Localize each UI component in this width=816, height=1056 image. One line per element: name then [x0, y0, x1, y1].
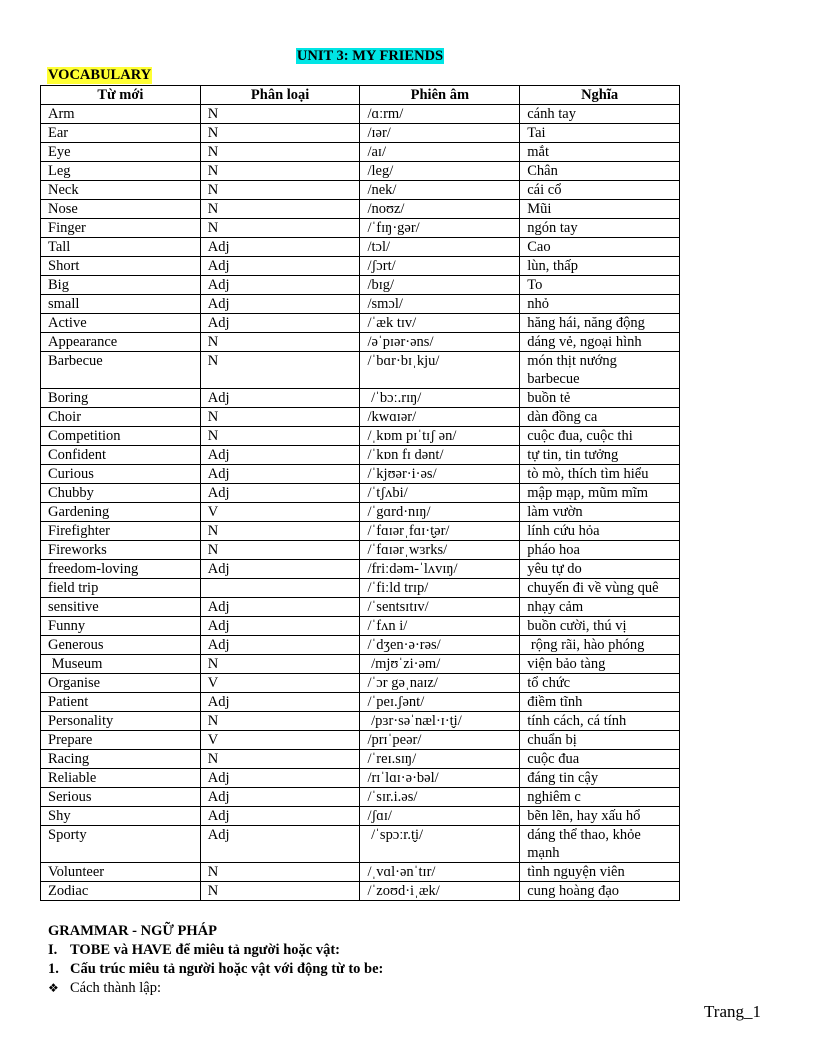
cell-phonetic: /ˈtʃʌbi/ — [360, 484, 520, 503]
header-phonetic: Phiên âm — [360, 86, 520, 105]
cell-word: Firefighter — [41, 522, 201, 541]
cell-type: N — [200, 750, 360, 769]
table-row — [41, 389, 680, 408]
diamond-bullet-icon: ❖ — [48, 981, 59, 995]
cell-meaning: tò mò, thích tìm hiểu — [520, 465, 680, 484]
cell-meaning: mập mạp, mũm mĩm — [520, 484, 680, 503]
cell-word: Appearance — [41, 333, 201, 352]
cell-word: Racing — [41, 750, 201, 769]
cell-word: Neck — [41, 181, 201, 200]
cell-word: freedom-loving — [41, 560, 201, 579]
cell-word: Volunteer — [41, 863, 201, 882]
grammar-section-text: TOBE và HAVE để miêu tả người hoặc vật: — [70, 942, 340, 958]
table-row — [41, 826, 680, 863]
cell-word: field trip — [41, 579, 201, 598]
table-row — [41, 693, 680, 712]
table-row — [41, 276, 680, 295]
cell-phonetic: /ˈsɪr.i.əs/ — [360, 788, 520, 807]
cell-word: Generous — [41, 636, 201, 655]
cell-phonetic: /ˈpeɪ.ʃənt/ — [360, 693, 520, 712]
cell-word: Boring — [41, 389, 201, 408]
table-row — [41, 427, 680, 446]
table-row — [41, 769, 680, 788]
table-row — [41, 541, 680, 560]
cell-type: N — [200, 541, 360, 560]
cell-meaning: Mũi — [520, 200, 680, 219]
cell-meaning: tính cách, cá tính — [520, 712, 680, 731]
cell-phonetic: /rɪˈlɑɪ·ə·bəl/ — [360, 769, 520, 788]
cell-type: V — [200, 503, 360, 522]
cell-type: Adj — [200, 807, 360, 826]
cell-meaning: lùn, thấp — [520, 257, 680, 276]
cell-type: N — [200, 162, 360, 181]
cell-type: N — [200, 655, 360, 674]
cell-meaning: cung hoàng đạo — [520, 882, 680, 901]
cell-meaning: hăng hái, năng động — [520, 314, 680, 333]
cell-meaning: chuẩn bị — [520, 731, 680, 750]
page-number: Trang_1 — [704, 1002, 761, 1021]
table-row — [41, 257, 680, 276]
cell-type: N — [200, 143, 360, 162]
cell-meaning: yêu tự do — [520, 560, 680, 579]
cell-word: sensitive — [41, 598, 201, 617]
cell-type: Adj — [200, 598, 360, 617]
grammar-section-heading — [48, 941, 383, 960]
table-row — [41, 863, 680, 882]
cell-type: Adj — [200, 788, 360, 807]
vocabulary-heading: VOCABULARY — [48, 67, 152, 83]
table-row — [41, 674, 680, 693]
cell-meaning: lính cứu hỏa — [520, 522, 680, 541]
cell-word: Confident — [41, 446, 201, 465]
cell-meaning: cái cổ — [520, 181, 680, 200]
cell-phonetic: /kwɑɪər/ — [360, 408, 520, 427]
cell-word: Shy — [41, 807, 201, 826]
table-row — [41, 408, 680, 427]
cell-phonetic: /ˈsentsɪtɪv/ — [360, 598, 520, 617]
cell-phonetic: /ˈfɑɪərˌfɑɪ·t̬ər/ — [360, 522, 520, 541]
cell-type: N — [200, 522, 360, 541]
cell-type: N — [200, 352, 360, 389]
cell-meaning: cuộc đua, cuộc thi — [520, 427, 680, 446]
cell-phonetic: /ˈbɑr·bɪˌkju/ — [360, 352, 520, 389]
cell-phonetic: /ˈspɔːr.t̬i/ — [360, 826, 520, 863]
cell-phonetic: /ˈreɪ.sɪŋ/ — [360, 750, 520, 769]
cell-type: Adj — [200, 617, 360, 636]
cell-type: N — [200, 124, 360, 143]
cell-word: Short — [41, 257, 201, 276]
table-row — [41, 446, 680, 465]
cell-meaning: buồn tẻ — [520, 389, 680, 408]
cell-phonetic: /ʃɑɪ/ — [360, 807, 520, 826]
cell-type: N — [200, 200, 360, 219]
cell-meaning: nhỏ — [520, 295, 680, 314]
table-row — [41, 484, 680, 503]
cell-phonetic: /bɪg/ — [360, 276, 520, 295]
cell-phonetic: /ˈbɔː.rɪŋ/ — [360, 389, 520, 408]
cell-phonetic: /ɑːrm/ — [360, 105, 520, 124]
cell-word: Reliable — [41, 769, 201, 788]
table-row — [41, 579, 680, 598]
cell-type: Adj — [200, 295, 360, 314]
cell-phonetic: /ˈfɑɪərˌwɜrks/ — [360, 541, 520, 560]
cell-phonetic: /leg/ — [360, 162, 520, 181]
cell-type: Adj — [200, 636, 360, 655]
cell-meaning: To — [520, 276, 680, 295]
cell-word: Personality — [41, 712, 201, 731]
vocabulary-table-body — [41, 105, 680, 901]
cell-phonetic: /ˌvɑl·ənˈtɪr/ — [360, 863, 520, 882]
cell-type: Adj — [200, 446, 360, 465]
table-row — [41, 181, 680, 200]
cell-type: Adj — [200, 560, 360, 579]
cell-phonetic: /prɪˈpeər/ — [360, 731, 520, 750]
cell-word: Sporty — [41, 826, 201, 863]
cell-meaning: pháo hoa — [520, 541, 680, 560]
cell-word: Competition — [41, 427, 201, 446]
table-row — [41, 503, 680, 522]
cell-meaning: làm vườn — [520, 503, 680, 522]
cell-phonetic: /nek/ — [360, 181, 520, 200]
cell-meaning: dáng thể thao, khỏe mạnh — [520, 826, 680, 863]
cell-type — [200, 579, 360, 598]
cell-type: N — [200, 333, 360, 352]
grammar-subsection-text: Cấu trúc miêu tả người hoặc vật với động từ to be: — [70, 961, 384, 977]
cell-phonetic: /ˈkjʊər·i·əs/ — [360, 465, 520, 484]
table-row — [41, 750, 680, 769]
cell-phonetic: /ˈfɪŋ·gər/ — [360, 219, 520, 238]
table-row — [41, 200, 680, 219]
cell-type: N — [200, 181, 360, 200]
grammar-section-number: I. — [48, 942, 58, 958]
table-row — [41, 124, 680, 143]
cell-meaning: rộng rãi, hào phóng — [520, 636, 680, 655]
table-row — [41, 731, 680, 750]
cell-meaning: nghiêm c — [520, 788, 680, 807]
header-word: Từ mới — [41, 86, 201, 105]
table-row — [41, 788, 680, 807]
cell-meaning: dáng vẻ, ngoại hình — [520, 333, 680, 352]
cell-word: Active — [41, 314, 201, 333]
cell-phonetic: /ˈkɒn fɪ dənt/ — [360, 446, 520, 465]
cell-type: Adj — [200, 276, 360, 295]
table-row — [41, 636, 680, 655]
cell-word: Patient — [41, 693, 201, 712]
cell-word: Serious — [41, 788, 201, 807]
cell-word: Curious — [41, 465, 201, 484]
table-row — [41, 295, 680, 314]
cell-phonetic: /ˈæk tɪv/ — [360, 314, 520, 333]
cell-meaning: cánh tay — [520, 105, 680, 124]
cell-word: Barbecue — [41, 352, 201, 389]
cell-word: Leg — [41, 162, 201, 181]
table-row — [41, 105, 680, 124]
cell-word: Arm — [41, 105, 201, 124]
cell-phonetic: /ˈfʌn i/ — [360, 617, 520, 636]
cell-word: Museum — [41, 655, 201, 674]
cell-meaning: mắt — [520, 143, 680, 162]
cell-type: N — [200, 427, 360, 446]
cell-type: N — [200, 712, 360, 731]
cell-type: V — [200, 674, 360, 693]
cell-type: N — [200, 863, 360, 882]
table-row — [41, 617, 680, 636]
table-row — [41, 238, 680, 257]
table-row — [41, 143, 680, 162]
cell-word: Nose — [41, 200, 201, 219]
cell-meaning: Cao — [520, 238, 680, 257]
header-type: Phân loại — [200, 86, 360, 105]
cell-type: Adj — [200, 465, 360, 484]
cell-meaning: ngón tay — [520, 219, 680, 238]
grammar-section — [48, 922, 383, 998]
table-row — [41, 162, 680, 181]
table-row — [41, 560, 680, 579]
cell-word: Finger — [41, 219, 201, 238]
cell-type: Adj — [200, 693, 360, 712]
cell-meaning: món thịt nướng barbecue — [520, 352, 680, 389]
cell-phonetic: /tɔl/ — [360, 238, 520, 257]
vocabulary-table — [40, 85, 680, 901]
table-row — [41, 598, 680, 617]
table-row — [41, 219, 680, 238]
cell-word: Zodiac — [41, 882, 201, 901]
table-row — [41, 314, 680, 333]
cell-word: Gardening — [41, 503, 201, 522]
grammar-subsection-number: 1. — [48, 961, 59, 977]
cell-word: Ear — [41, 124, 201, 143]
table-row — [41, 655, 680, 674]
table-row — [41, 712, 680, 731]
cell-type: Adj — [200, 484, 360, 503]
cell-type: Adj — [200, 769, 360, 788]
grammar-subsection-heading — [48, 960, 383, 979]
cell-type: V — [200, 731, 360, 750]
cell-phonetic: /friːdəm-ˈlʌvɪŋ/ — [360, 560, 520, 579]
cell-type: N — [200, 105, 360, 124]
cell-phonetic: /ˈdʒen·ə·rəs/ — [360, 636, 520, 655]
cell-phonetic: /ɪər/ — [360, 124, 520, 143]
cell-phonetic: /ˈɔr gəˌnaɪz/ — [360, 674, 520, 693]
cell-type: N — [200, 408, 360, 427]
grammar-bullet-text: Cách thành lập: — [70, 980, 162, 996]
cell-phonetic: /ˌkɒm pɪˈtɪʃ ən/ — [360, 427, 520, 446]
cell-phonetic: /ˈzoʊd·iˌæk/ — [360, 882, 520, 901]
cell-phonetic: /ˈfiːld trɪp/ — [360, 579, 520, 598]
table-header-row — [41, 86, 680, 105]
cell-phonetic: /ʃɔrt/ — [360, 257, 520, 276]
cell-word: Tall — [41, 238, 201, 257]
cell-word: Big — [41, 276, 201, 295]
table-row — [41, 807, 680, 826]
grammar-bullet — [48, 979, 383, 998]
table-row — [41, 522, 680, 541]
cell-type: N — [200, 219, 360, 238]
cell-meaning: tự tin, tin tưởng — [520, 446, 680, 465]
table-row — [41, 882, 680, 901]
cell-meaning: bẽn lẽn, hay xấu hổ — [520, 807, 680, 826]
cell-word: Eye — [41, 143, 201, 162]
table-row — [41, 333, 680, 352]
cell-word: Prepare — [41, 731, 201, 750]
cell-word: Funny — [41, 617, 201, 636]
cell-phonetic: /pɜr·səˈnæl·ɪ·t̬i/ — [360, 712, 520, 731]
cell-meaning: chuyến đi về vùng quê — [520, 579, 680, 598]
grammar-title: GRAMMAR - NGỮ PHÁP — [48, 923, 217, 939]
cell-meaning: điềm tĩnh — [520, 693, 680, 712]
cell-meaning: cuộc đua — [520, 750, 680, 769]
cell-word: Organise — [41, 674, 201, 693]
cell-type: N — [200, 882, 360, 901]
table-row — [41, 352, 680, 389]
cell-meaning: viện bảo tàng — [520, 655, 680, 674]
cell-type: Adj — [200, 238, 360, 257]
cell-phonetic: /aɪ/ — [360, 143, 520, 162]
cell-phonetic: /mjʊˈzi·əm/ — [360, 655, 520, 674]
cell-phonetic: /ˈgɑrd·nɪŋ/ — [360, 503, 520, 522]
cell-type: Adj — [200, 826, 360, 863]
cell-phonetic: /əˈpɪər·əns/ — [360, 333, 520, 352]
cell-word: Fireworks — [41, 541, 201, 560]
unit-title-text: UNIT 3: MY FRIENDS — [296, 48, 444, 64]
cell-meaning: tổ chức — [520, 674, 680, 693]
header-meaning: Nghĩa — [520, 86, 680, 105]
cell-meaning: buồn cười, thú vị — [520, 617, 680, 636]
cell-phonetic: /smɔl/ — [360, 295, 520, 314]
cell-meaning: nhạy cảm — [520, 598, 680, 617]
cell-phonetic: /noʊz/ — [360, 200, 520, 219]
cell-meaning: dàn đồng ca — [520, 408, 680, 427]
cell-word: Chubby — [41, 484, 201, 503]
table-row — [41, 465, 680, 484]
cell-meaning: Chân — [520, 162, 680, 181]
cell-meaning: Tai — [520, 124, 680, 143]
cell-meaning: đáng tin cậy — [520, 769, 680, 788]
cell-type: Adj — [200, 389, 360, 408]
cell-type: Adj — [200, 257, 360, 276]
cell-word: Choir — [41, 408, 201, 427]
cell-meaning: tình nguyện viên — [520, 863, 680, 882]
cell-word: small — [41, 295, 201, 314]
cell-type: Adj — [200, 314, 360, 333]
unit-title — [0, 48, 740, 65]
